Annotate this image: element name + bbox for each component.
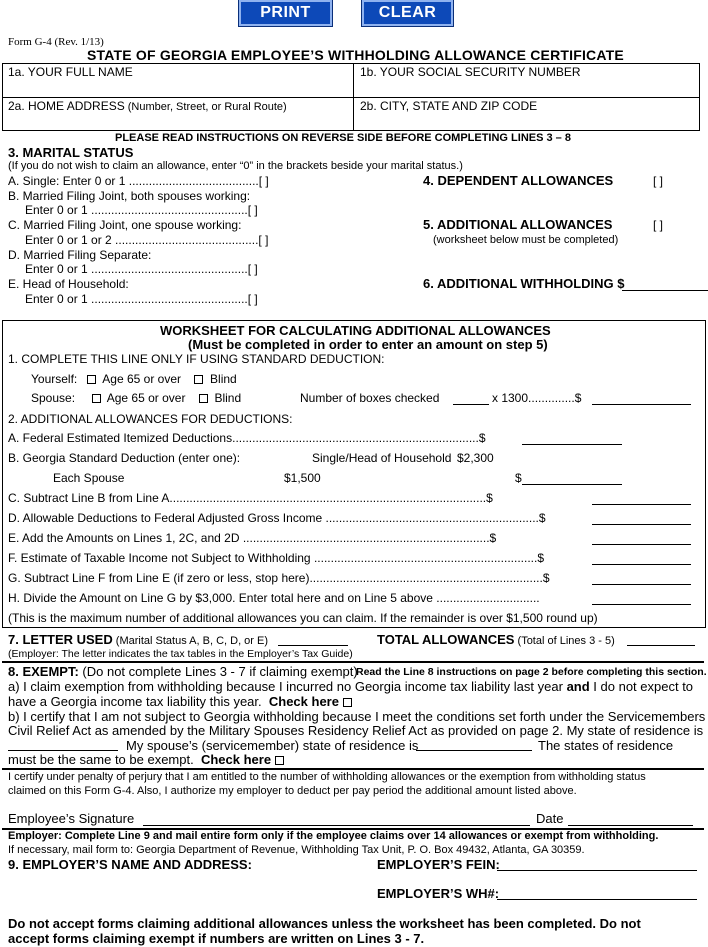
marital-d[interactable]: Enter 0 or 1 ...............................................[ ]	[25, 262, 258, 276]
exempt-b-line4	[8, 752, 284, 768]
employer-note-text: : Complete Line 9 and mail entire form only if the employee claims over 14 allowances or exempt from withholding.	[58, 830, 659, 842]
employee-signature-label: Employee’s Signature	[8, 811, 135, 826]
exempt-b-same-label: The states of residence	[538, 738, 674, 753]
print-button[interactable]: PRINT	[239, 0, 332, 26]
divider	[2, 768, 704, 770]
line-e-label: E. Add the Amounts on Lines 1, 2C, and 2D ..........................................................................$	[8, 531, 497, 545]
worksheet-line-1: 1. COMPLETE THIS LINE ONLY IF USING STANDARD DEDUCTION:	[8, 352, 385, 366]
line-b-single-amount: $2,300	[457, 451, 494, 465]
employer-fein-label: EMPLOYER’S FEIN:	[377, 857, 500, 872]
exempt-a-line2	[8, 694, 352, 710]
exempt-b-line1: b) I certify that I am not subject to Georgia withholding because I meet the conditions set forth under the Servicemembers	[8, 709, 706, 724]
line-b-single-label: Single/Head of Household	[312, 451, 452, 465]
yourself-blind-checkbox[interactable]	[194, 375, 203, 384]
line-g-label: G. Subtract Line F from Line E (if zero or less, stop here)......................................................................$	[8, 571, 550, 585]
age65-label: Age 65 or over	[106, 391, 186, 405]
instructions-line: PLEASE READ INSTRUCTIONS ON REVERSE SIDE BEFORE COMPLETING LINES 3 – 8	[115, 132, 571, 144]
x1300-label: x 1300..............$	[492, 391, 582, 405]
exempt-a-line1	[8, 679, 693, 695]
exempt-label: 8. EXEMPT:	[8, 664, 79, 679]
exempt-hint: (Do not complete Lines 3 - 7 if claiming exempt)	[78, 664, 358, 679]
marital-c-label: C. Married Filing Joint, one spouse working:	[8, 218, 242, 232]
spouse-age65-checkbox[interactable]	[92, 394, 101, 403]
letter-used-hint: (Marital Status A, B, C, D, or E)	[112, 635, 269, 647]
employer-wh-input[interactable]	[497, 899, 697, 900]
marital-a[interactable]: A. Single: Enter 0 or 1 .......................................[ ]	[8, 174, 269, 188]
certify-line2: claimed on this Form G-4. Also, I authorize my employer to deduct per pay period the additional amount listed above.	[8, 785, 577, 797]
marital-status-note: (If you do not wish to claim an allowance, enter “0” in the brackets beside your marital status.)	[8, 160, 463, 172]
letter-used-row	[8, 632, 268, 648]
exempt-a-text: a) I claim exemption from withholding because I incurred no Georgia income tax liability last year	[8, 679, 563, 694]
blind-label: Blind	[214, 391, 242, 405]
employer-letter-note: (Employer: The letter indicates the tax tables in the Employer’s Tax Guide)	[8, 648, 353, 660]
form-title: STATE OF GEORGIA EMPLOYEE’S WITHHOLDING ALLOWANCE CERTIFICATE	[87, 47, 624, 63]
line-b-amount[interactable]	[522, 484, 622, 485]
line-d-label: D. Allowable Deductions to Federal Adjusted Gross Income ................................................................$	[8, 511, 546, 525]
total-allowances-hint: (Total of Lines 3 - 5)	[514, 635, 615, 647]
exempt-b-text4: must be the same to be exempt.	[8, 752, 194, 767]
worksheet-line-2: 2. ADDITIONAL ALLOWANCES FOR DEDUCTIONS:	[8, 412, 293, 426]
line-e-amount[interactable]	[592, 544, 691, 545]
footer-line2: accept forms claiming exempt if numbers are written on Lines 3 - 7.	[8, 931, 425, 946]
certify-line1: I certify under penalty of perjury that I am entitled to the number of withholding allowances or the exemption from withholding status	[8, 771, 646, 783]
line-a-label: A. Federal Estimated Itemized Deductions..........................................................................$	[8, 431, 486, 445]
letter-used-label: 7. LETTER USED	[8, 632, 113, 647]
marital-c[interactable]: Enter 0 or 1 or 2 ...........................................[ ]	[25, 233, 269, 247]
yourself-age65-checkbox[interactable]	[87, 375, 96, 384]
marital-status-heading: 3. MARITAL STATUS	[8, 145, 134, 160]
line-h-amount[interactable]	[592, 604, 691, 605]
total-allowances-row	[377, 632, 615, 648]
exempt-a-check-label: Check here	[268, 694, 339, 709]
line-f-amount[interactable]	[592, 564, 691, 565]
additional-withholding-label: 6. ADDITIONAL WITHHOLDING $	[423, 276, 625, 291]
employer-note-label: Employer	[8, 830, 59, 842]
footer-line1: Do not accept forms claiming additional allowances unless the worksheet has been completed. Do not	[8, 916, 641, 931]
line-1-amount[interactable]	[592, 404, 691, 405]
boxes-checked-label: Number of boxes checked	[300, 391, 440, 405]
blind-label: Blind	[210, 372, 237, 386]
worksheet-title: WORKSHEET FOR CALCULATING ADDITIONAL ALLOWANCES	[160, 323, 551, 338]
exempt-a-checkbox[interactable]	[343, 698, 352, 707]
total-allowances-input[interactable]	[627, 645, 695, 646]
yourself-label: Yourself:	[31, 372, 78, 386]
employer-mail-note: If necessary, mail form to: Georgia Department of Revenue, Withholding Tax Unit, P. O. Box 49432, Atlanta, GA 30359.	[8, 844, 585, 856]
line-b-each-amount: $1,500	[284, 471, 321, 485]
line-b-each-label: Each Spouse	[53, 471, 125, 485]
worksheet-max-note: (This is the maximum number of additional allowances you can claim. If the remainder is over $1,500 round up)	[8, 611, 598, 625]
form-id: Form G-4 (Rev. 1/13)	[8, 36, 104, 48]
dependent-allowances-input[interactable]: [ ]	[653, 174, 664, 188]
marital-b-label: B. Married Filing Joint, both spouses working:	[8, 189, 251, 203]
date-input[interactable]	[568, 825, 693, 826]
line-f-label: F. Estimate of Taxable Income not Subject to Withholding ...................................................................$	[8, 551, 544, 565]
home-address-field[interactable]	[8, 99, 287, 114]
marital-e-label: E. Head of Household:	[8, 277, 129, 291]
exempt-b-spouse-label: My spouse’s (servicemember) state of residence is	[126, 738, 419, 753]
city-state-zip-field[interactable]: 2b. CITY, STATE AND ZIP CODE	[360, 99, 538, 113]
exempt-read-note: Read the Line 8 instructions on page 2 before completing this section.	[356, 666, 707, 678]
date-label: Date	[536, 811, 564, 826]
employer-name-address-label: 9. EMPLOYER’S NAME AND ADDRESS:	[8, 857, 252, 872]
divider	[353, 63, 354, 131]
line-b-dollar: $	[515, 471, 522, 485]
additional-allowances-note: (worksheet below must be completed)	[433, 234, 619, 246]
full-name-field[interactable]: 1a. YOUR FULL NAME	[8, 65, 133, 79]
additional-allowances-input[interactable]: [ ]	[653, 218, 664, 232]
line-c-amount[interactable]	[592, 504, 691, 505]
marital-b[interactable]: Enter 0 or 1 ...............................................[ ]	[25, 203, 258, 217]
line-b-label: B. Georgia Standard Deduction (enter one):	[8, 451, 241, 465]
line-c-label: C. Subtract Line B from Line A...............................................................................................$	[8, 491, 493, 505]
yourself-row	[31, 372, 237, 386]
employer-note	[8, 830, 658, 843]
line-g-amount[interactable]	[592, 584, 691, 585]
employer-fein-input[interactable]	[497, 870, 697, 871]
line-h-label: H. Divide the Amount on Line G by $3,000. Enter total here and on Line 5 above ...............................	[8, 591, 540, 605]
exempt-header	[8, 664, 358, 680]
spouse-blind-checkbox[interactable]	[199, 394, 208, 403]
employer-wh-label: EMPLOYER’S WH#:	[377, 886, 500, 901]
marital-e[interactable]: Enter 0 or 1 ...............................................[ ]	[25, 292, 258, 306]
worksheet-subtitle: (Must be completed in order to enter an amount on step 5)	[188, 337, 548, 352]
letter-used-input[interactable]	[278, 645, 348, 646]
dependent-allowances-label: 4. DEPENDENT ALLOWANCES	[423, 173, 614, 188]
home-address-hint: (Number, Street, or Rural Route)	[124, 101, 287, 113]
exempt-a-text2: have a Georgia income tax liability this year.	[8, 694, 262, 709]
line-d-amount[interactable]	[592, 524, 691, 525]
boxes-checked-input[interactable]	[453, 404, 489, 405]
ssn-field[interactable]: 1b. YOUR SOCIAL SECURITY NUMBER	[360, 65, 581, 79]
divider	[2, 97, 700, 98]
exempt-b-checkbox[interactable]	[275, 756, 284, 765]
additional-withholding-input[interactable]	[622, 290, 708, 291]
clear-button[interactable]: CLEAR	[362, 0, 453, 26]
marital-d-label: D. Married Filing Separate:	[8, 248, 152, 262]
divider	[2, 661, 704, 663]
line-a-amount[interactable]	[522, 444, 622, 445]
exempt-b-check-label: Check here	[200, 752, 272, 767]
spouse-label: Spouse:	[31, 391, 76, 405]
spouse-row	[31, 391, 241, 405]
exempt-a-text-end: I do not expect to	[589, 679, 694, 694]
home-address-label: 2a. HOME ADDRESS	[8, 99, 125, 113]
spouse-state-input[interactable]	[416, 750, 532, 751]
state-of-residence-input[interactable]	[8, 750, 118, 751]
exempt-a-and: and	[566, 679, 590, 694]
total-allowances-label: TOTAL ALLOWANCES	[377, 632, 515, 647]
age65-label: Age 65 or over	[102, 372, 182, 386]
exempt-b-line2: Civil Relief Act as amended by the Military Spouses Residency Relief Act as provided on page 2. My state of residence is	[8, 723, 704, 738]
employee-signature-input[interactable]	[143, 825, 530, 826]
additional-allowances-label: 5. ADDITIONAL ALLOWANCES	[423, 217, 613, 232]
